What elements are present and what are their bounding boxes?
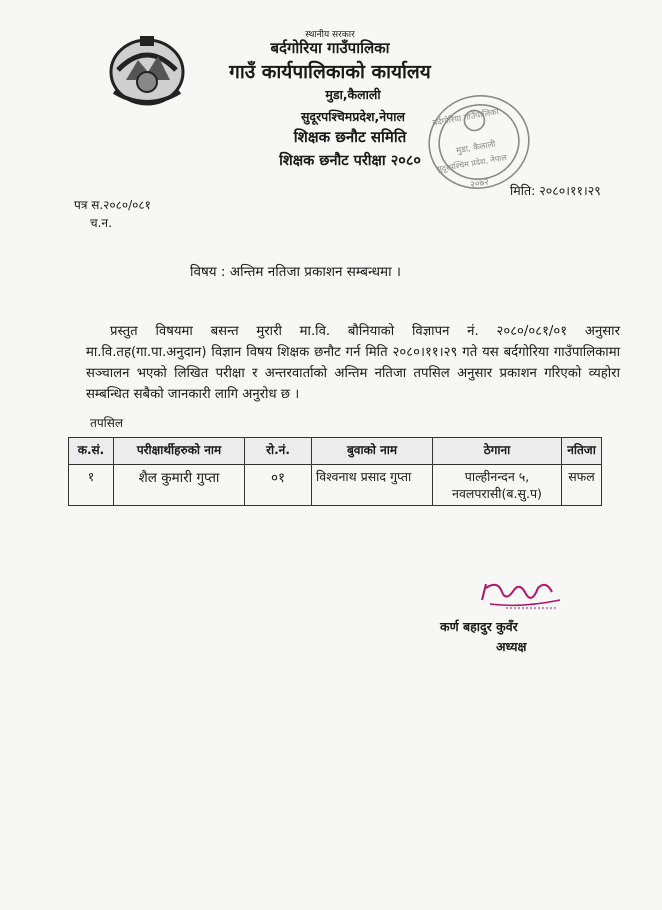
municipality-name: बर्दगोरिया गाउँपालिका bbox=[270, 39, 390, 57]
office-name: गाउँ कार्यपालिकाको कार्यालय bbox=[229, 61, 431, 83]
letter-date: मिति: २०८०।११।२९ bbox=[510, 183, 601, 198]
dispatch-number: च.न. bbox=[90, 216, 112, 230]
cell-address-line1: पाल्हीनन्दन ५, bbox=[464, 469, 530, 484]
cell-father: विश्वनाथ प्रसाद गुप्ता bbox=[312, 465, 433, 506]
signatory-title: अध्यक्ष bbox=[496, 639, 527, 654]
signature-icon bbox=[476, 578, 566, 612]
body-paragraph: प्रस्तुत विषयमा बसन्त मुरारी मा.वि. बौनियाको विज्ञापन नं. २०८०/०८१/०१ अनुसार मा.वि.तह(गा.पा.अनुदान) विज्ञान विषय शिक्षक छनौट गर्न मिति २०८०।११।२९ गते यस बर्दगोरिया गाउँपालिकामा सञ्चालन भएको लिखित परीक्षा र अन्तरवार्ताको अन्तिम नतिजा तपसिल अनुसार प्रकाशन गरिएको व्यहोरा सम्बन्धित सबैको जानकारी लागि अनुरोध छ । bbox=[86, 324, 620, 402]
table-header-row bbox=[69, 438, 602, 465]
col-header-name: परीक्षार्थीहरुको नाम bbox=[114, 438, 245, 465]
committee-name: शिक्षक छनौट समिति bbox=[293, 128, 407, 146]
letter-number: पत्र स.२०८०/०८१ bbox=[74, 198, 151, 212]
cell-address bbox=[433, 465, 562, 506]
exam-name: शिक्षक छनौट परीक्षा २०८० bbox=[279, 153, 421, 169]
cell-sn: १ bbox=[69, 465, 114, 506]
stamp-text-bottom: सुदूरपश्चिम प्रदेश, नेपाल bbox=[435, 152, 508, 175]
stamp-text-top: बर्दगोरिया गाउँपालिका bbox=[431, 107, 500, 129]
col-header-father: बुवाको नाम bbox=[312, 438, 433, 465]
cell-result: सफल bbox=[562, 465, 602, 506]
col-header-sn: क.सं. bbox=[69, 438, 114, 465]
signatory-name: कर्ण बहादुर कुवँर bbox=[440, 619, 518, 634]
table-caption: तपसिल bbox=[90, 416, 124, 430]
col-header-address: ठेगाना bbox=[433, 438, 562, 465]
address-line1: मुडा,कैलाली bbox=[325, 87, 381, 102]
table-row bbox=[69, 465, 602, 506]
results-table bbox=[68, 437, 602, 506]
stamp-text-mid: मुडा, कैलाली bbox=[455, 139, 497, 157]
stamp-year: २०७२ bbox=[469, 177, 490, 191]
govt-label: स्थानीय सरकार bbox=[305, 30, 355, 40]
cell-name: शैल कुमारी गुप्ता bbox=[114, 465, 245, 506]
address-line2: सुदूरपश्चिमप्रदेश,नेपाल bbox=[300, 109, 405, 124]
letter-subject: विषय : अन्तिम नतिजा प्रकाशन सम्बन्धमा । bbox=[190, 264, 402, 280]
cell-roll: ०१ bbox=[245, 465, 312, 506]
nepal-emblem-icon bbox=[104, 30, 190, 110]
col-header-roll: रो.नं. bbox=[245, 438, 312, 465]
col-header-result: नतिजा bbox=[562, 438, 602, 465]
cell-address-line2: नवलपरासी(ब.सु.प) bbox=[452, 486, 542, 501]
